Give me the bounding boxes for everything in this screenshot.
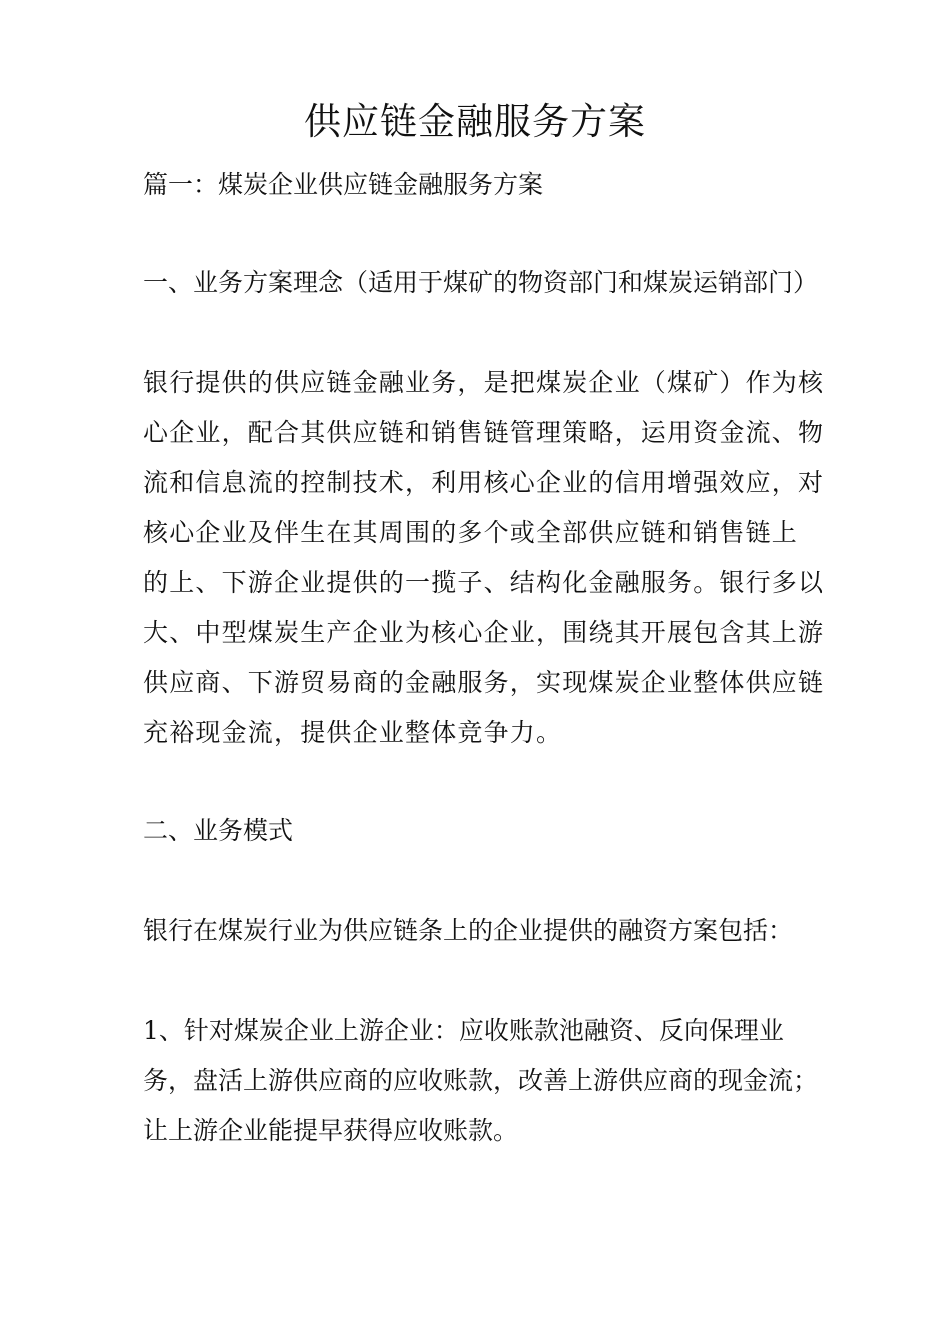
list-item-line: 务，盘活上游供应商的应收账款，改善上游供应商的现金流； bbox=[143, 1066, 819, 1095]
document-subtitle: 篇一：煤炭企业供应链金融服务方案 bbox=[143, 170, 544, 199]
paragraph-line: 大、中型煤炭生产企业为核心企业，围绕其开展包含其上游 bbox=[143, 618, 825, 647]
section-intro: 银行在煤炭行业为供应链条上的企业提供的融资方案包括： bbox=[143, 916, 794, 945]
section-heading-1: 一、业务方案理念（适用于煤矿的物资部门和煤炭运销部门） bbox=[143, 268, 819, 297]
section-heading-2: 二、业务模式 bbox=[143, 816, 294, 845]
paragraph-line: 流和信息流的控制技术，利用核心企业的信用增强效应，对 bbox=[143, 468, 825, 497]
paragraph-line: 核心企业及伴生在其周围的多个或全部供应链和销售链上 bbox=[143, 518, 799, 547]
paragraph-line: 心企业，配合其供应链和销售链管理策略，运用资金流、物 bbox=[143, 418, 825, 447]
document-title: 供应链金融服务方案 bbox=[304, 100, 646, 143]
list-item-line: 让上游企业能提早获得应收账款。 bbox=[143, 1116, 519, 1145]
paragraph-line: 供应商、下游贸易商的金融服务，实现煤炭企业整体供应链 bbox=[143, 668, 825, 697]
paragraph-line: 充裕现金流，提供企业整体竞争力。 bbox=[143, 718, 563, 747]
paragraph-line: 的上、下游企业提供的一揽子、结构化金融服务。银行多以 bbox=[143, 568, 825, 597]
paragraph-line: 银行提供的供应链金融业务，是把煤炭企业（煤矿）作为核 bbox=[143, 368, 825, 397]
list-item-line: 1、针对煤炭企业上游企业：应收账款池融资、反向保理业 bbox=[143, 1016, 784, 1045]
